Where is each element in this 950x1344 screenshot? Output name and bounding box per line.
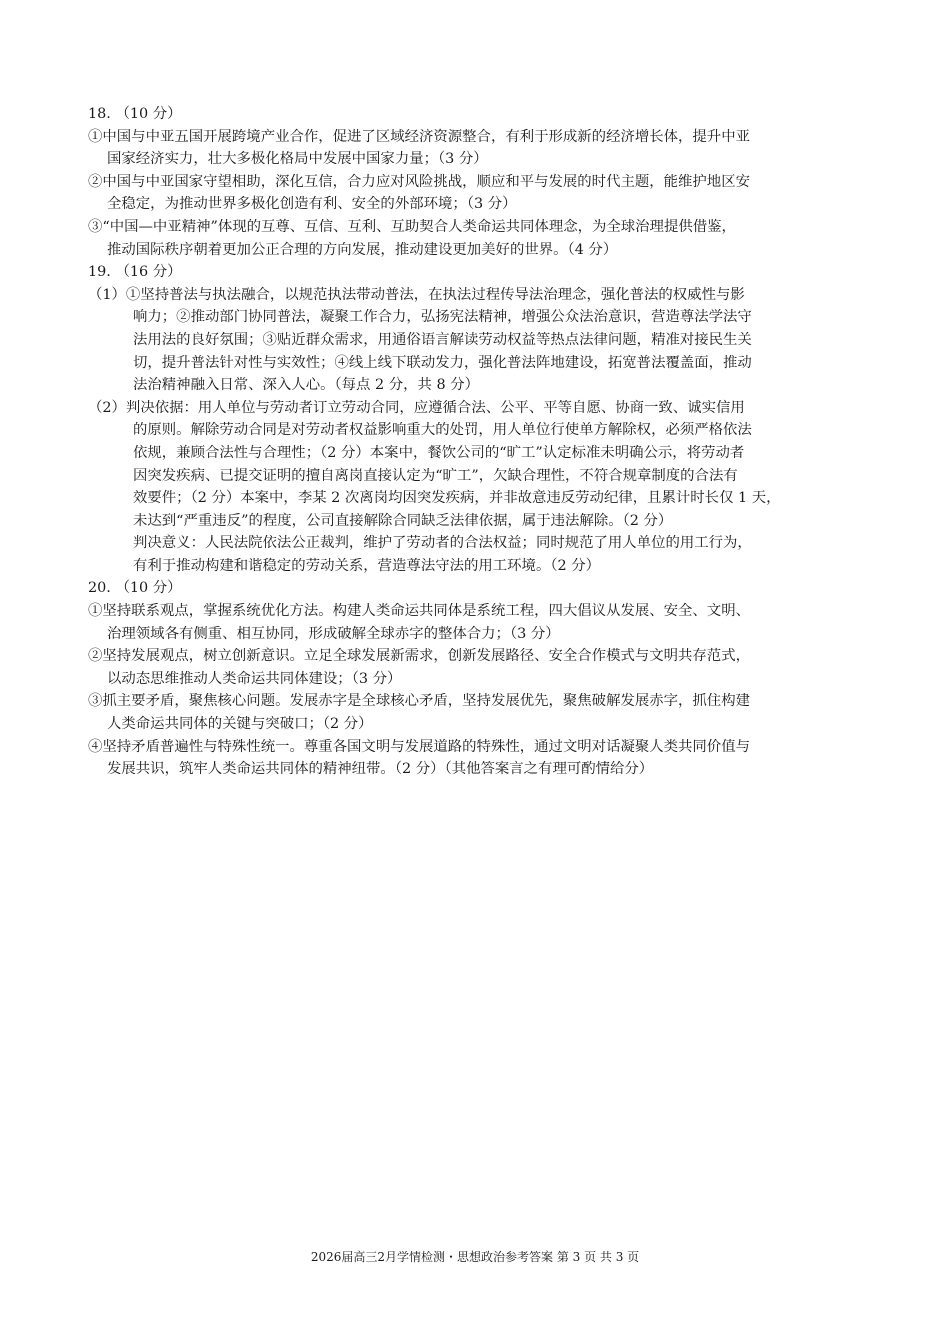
q19-part-2-line-5: 效要件；（2 分）本案中，李某 2 次离岗均因突发疾病，并非故意违反劳动纪律，且累计时长仅 1 天， (133, 490, 781, 507)
question-20-header: 20. （10 分） (88, 580, 182, 597)
q20-point-3-line-2: 人类命运共同体的关键与突破口；（2 分） (107, 716, 373, 733)
q20-point-4-line-1: ④坚持矛盾普遍性与特殊性统一。尊重各国文明与发展道路的特殊性，通过文明对话凝聚人类共同价值与 (88, 738, 750, 755)
q19-part-1-line-3: 法用法的良好氛围；③贴近群众需求，用通俗语言解读劳动权益等热点法律问题，精准对接民生关 (133, 331, 752, 348)
q18-point-3-line-2: 推动国际秩序朝着更加公正合理的方向发展，推动建设更加美好的世界。（4 分） (107, 241, 618, 258)
q19-part-1-line-2: 响力；②推动部门协同普法，凝聚工作合力，弘扬宪法精神，增强公众法治意识，营造尊法学法守 (133, 309, 752, 326)
q20-point-2-line-1: ②坚持发展观点，树立创新意识。立足全球发展新需求，创新发展路径、安全合作模式与文明共存范式， (88, 648, 750, 665)
q18-point-2-line-1: ②中国与中亚国家守望相助，深化互信，合力应对风险挑战，顺应和平与发展的时代主题，能维护地区安 (88, 173, 750, 190)
q19-part-2-line-8: 有利于推动构建和谐稳定的劳动关系，营造尊法守法的用工环境。（2 分） (133, 557, 601, 574)
answer-content (88, 103, 868, 781)
q19-part-2-line-7: 判决意义：人民法院依法公正裁判，维护了劳动者的合法权益；同时规范了用人单位的用工行为， (133, 535, 752, 552)
q19-part-2-line-1: （2）判决依据：用人单位与劳动者订立劳动合同，应遵循合法、公平、平等自愿、协商一致、诚实信用 (88, 399, 745, 416)
q19-part-2-line-3: 依规，兼顾合法性与合理性；（2 分）本案中，餐饮公司的“旷工”认定标准未明确公示，将劳动者 (133, 444, 745, 461)
q19-part-2-line-6: 未达到“严重违反”的程度，公司直接解除合同缺乏法律依据，属于违法解除。（2 分） (133, 512, 673, 529)
page-footer: 2026届高三2月学情检测・思想政治参考答案 第 3 页 共 3 页 (310, 1250, 640, 1264)
q18-point-2-line-2: 全稳定，为推动世界多极化创造有利、安全的外部环境；（3 分） (107, 196, 517, 213)
question-19-header: 19. （16 分） (88, 264, 182, 281)
q20-point-3-line-1: ③抓主要矛盾，聚焦核心问题。发展赤字是全球核心矛盾，坚持发展优先，聚焦破解发展赤字，抓住构建 (88, 693, 750, 710)
q18-point-1-line-1: ①中国与中亚五国开展跨境产业合作，促进了区域经济资源整合，有利于形成新的经济增长体，提升中亚 (88, 128, 750, 145)
q19-part-1-line-1: （1）①坚持普法与执法融合，以规范执法带动普法，在执法过程传导法治理念，强化普法的权威性与影 (88, 286, 745, 303)
q18-point-3-line-1: ③“中国—中亚精神”体现的互尊、互信、互利、互助契合人类命运共同体理念，为全球治理提供借鉴， (88, 218, 736, 235)
q20-point-1-line-1: ①坚持联系观点，掌握系统优化方法。构建人类命运共同体是系统工程，四大倡议从发展、安全、文明、 (88, 603, 750, 620)
q19-part-1-line-5: 法治精神融入日常、深入人心。（每点 2 分，共 8 分） (133, 377, 480, 394)
q20-point-4-line-2: 发展共识，筑牢人类命运共同体的精神纽带。（2 分）（其他答案言之有理可酌情给分） (107, 761, 654, 778)
q20-point-1-line-2: 治理领域各有侧重、相互协同，形成破解全球赤字的整体合力；（3 分） (107, 625, 560, 642)
q20-point-2-line-2: 以动态思维推动人类命运共同体建设；（3 分） (107, 670, 402, 687)
q19-part-2-line-2: 的原则。解除劳动合同是对劳动者权益影响重大的处罚，用人单位行使单方解除权，必须严格依法 (133, 422, 752, 439)
q18-point-1-line-2: 国家经济实力，壮大多极化格局中发展中国家力量；（3 分） (107, 151, 488, 168)
question-18-header: 18. （10 分） (88, 106, 182, 122)
q19-part-2-line-4: 因突发疾病、已提交证明的擅自离岗直接认定为“旷工”，欠缺合理性，不符合规章制度的合法有 (133, 467, 738, 484)
q19-part-1-line-4: 切，提升普法针对性与实效性；④线上线下联动发力，强化普法阵地建设，拓宽普法覆盖面，推动 (133, 354, 752, 371)
